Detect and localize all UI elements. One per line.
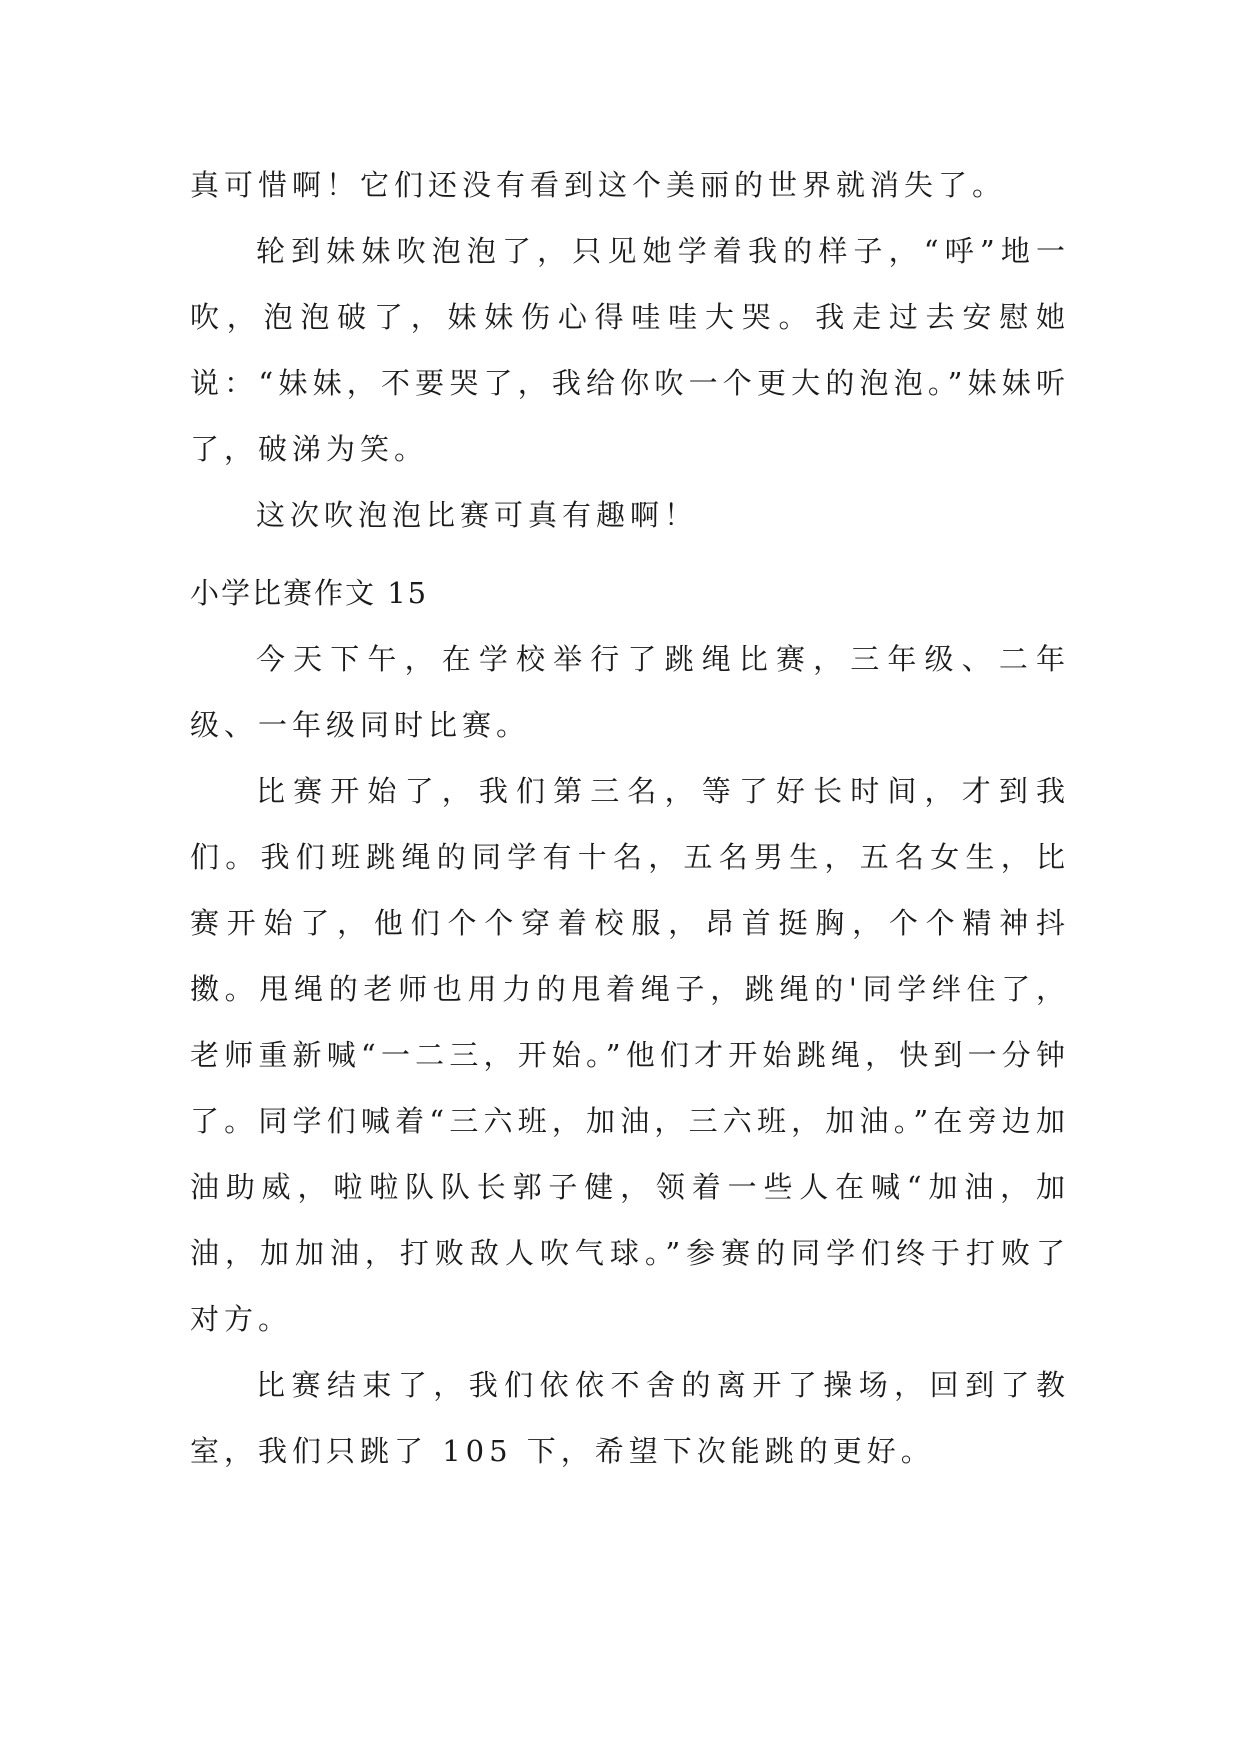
paragraph-intro: 今天下午，在学校举行了跳绳比赛，三年级、二年级、一年级同时比赛。: [190, 642, 1070, 742]
paragraph-conclusion: 这次吹泡泡比赛可真有趣啊！: [256, 498, 699, 532]
paragraph-ending: 真可惜啊！它们还没有看到这个美丽的世界就消失了。: [190, 168, 1007, 202]
essay-heading: 小学比赛作文 15: [190, 576, 429, 610]
paragraph-competition: 比赛开始了，我们第三名，等了好长时间，才到我们。我们班跳绳的同学有十名，五名男生，五名女生，比赛开始了，他们个个穿着校服，昂首挺胸，个个精神抖擞。甩绳的老师也用力的甩着绳子，跳绳的'同学绊住了，老师重新喊“一二三，开始。”他们才开始跳绳，快到一分钟了。同学们喊着“三六班，加油，三六班，加油。”在旁边加油助威，啦啦队队长郭子健，领着一些人在喊“加油，加油，加加油，打败敌人吹气球。”参赛的同学们终于打败了对方。: [190, 774, 1070, 1336]
paragraph-result: 比赛结束了，我们依依不舍的离开了操场，回到了教室，我们只跳了 105 下，希望下次能跳的更好。: [190, 1368, 1070, 1468]
essay-section-bubbles: [190, 152, 1070, 548]
essay-section-rope-skipping: [190, 560, 1070, 1484]
paragraph-sister-bubble: 轮到妹妹吹泡泡了，只见她学着我的样子，“呼”地一吹，泡泡破了，妹妹伤心得哇哇大哭。我走过去安慰她说：“妹妹，不要哭了，我给你吹一个更大的泡泡。”妹妹听了，破涕为笑。: [190, 234, 1070, 466]
